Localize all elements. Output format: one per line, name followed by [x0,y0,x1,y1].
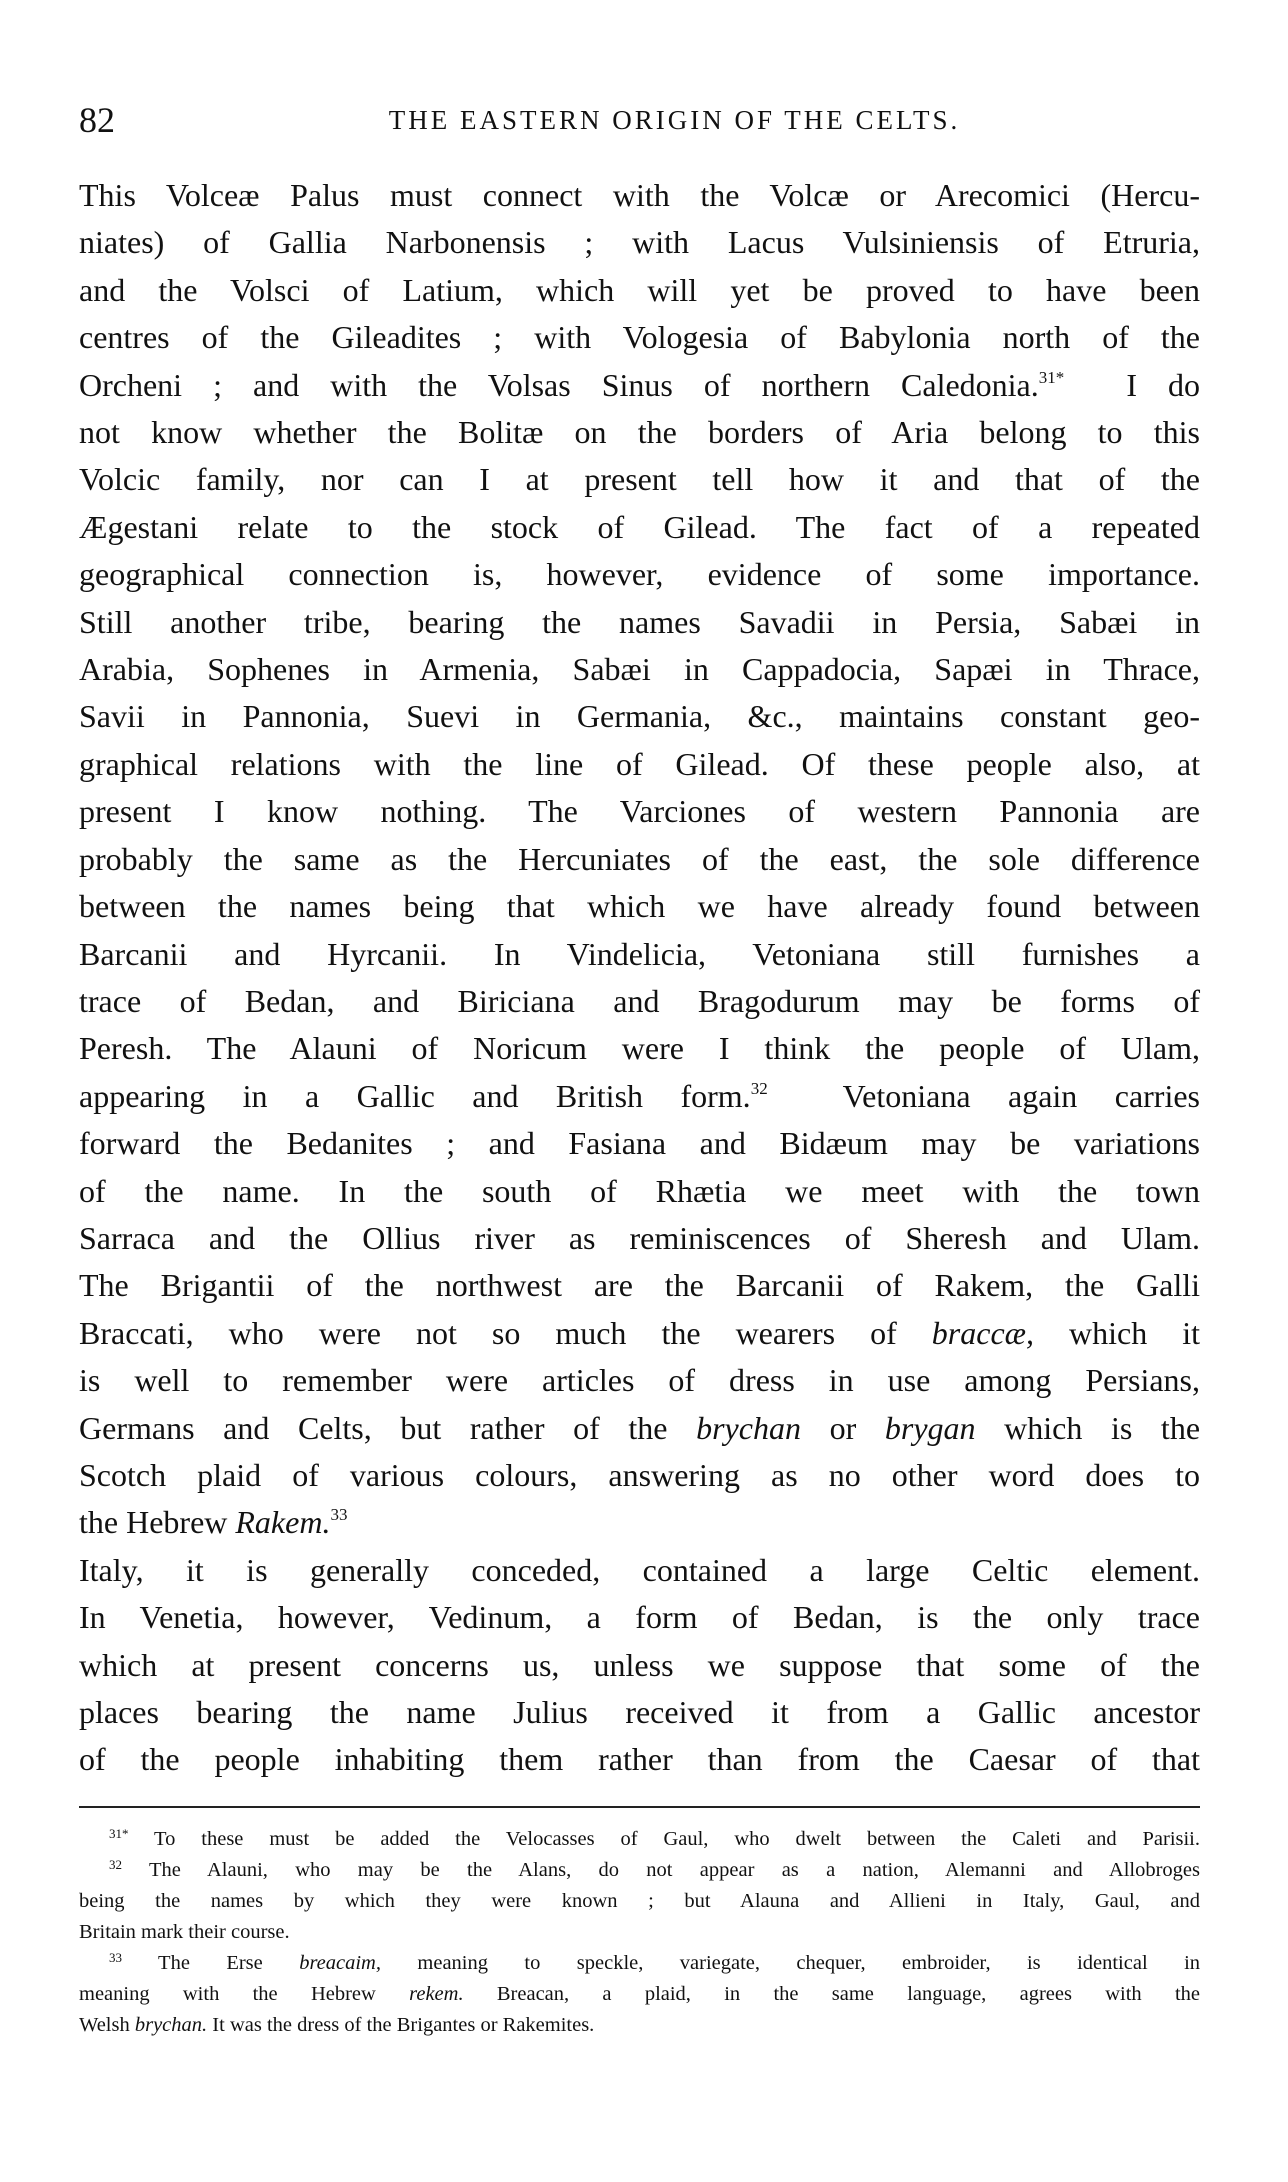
text-line: niates) of Gallia Narbonensis ; with Lacus Vulsiniensis of Etruria, [79,224,1200,261]
text-line: Arabia, Sophenes in Armenia, Sabæi in Cappadocia, Sapæi in Thrace, [79,651,1200,688]
footnote-line: meaning with the Hebrew rekem. Breacan, a plaid, in the same language, agrees with the [79,1982,1201,2005]
footnote-line: Welsh brychan. It was the dress of the Brigantes or Rakemites. [79,2013,595,2036]
italic-word: brygan [884,1409,976,1446]
page-number: 82 [79,100,115,140]
italic-word: rekem. [409,1982,464,2005]
text-line: Germans and Celts, but rather of the brychan or brygan which is the [79,1409,1201,1446]
running-title: THE EASTERN ORIGIN OF THE CELTS. [388,105,961,135]
footnote-line: being the names by which they were known ; but Alauna and Allieni in Italy, Gaul, and [79,1889,1200,1912]
italic-word: braccæ, [931,1314,1034,1351]
text-line: and the Volsci of Latium, which will yet be proved to have been [79,271,1200,308]
footnote: $^{32}$ The Alauni, who may be the Alans, do not appear as a nation, Alemanni and Allobroges [109,1856,1200,1881]
text-line: Ægestani relate to the stock of Gilead. The fact of a repeated [79,508,1200,545]
text-line: trace of Bedan, and Biriciana and Bragodurum may be forms of [79,982,1200,1019]
italic-word: breacaim, [299,1951,381,1974]
text-line: forward the Bedanites ; and Fasiana and Bidæum may be variations [79,1125,1200,1162]
footnote-mark: 33 [109,1949,122,1965]
footnote-divider [79,1806,1200,1808]
footnote-ref: 32 [750,1078,768,1098]
footnote-mark: 31* [109,1825,129,1841]
text-line: In Venetia, however, Vedinum, a form of Bedan, is the only trace [79,1599,1200,1636]
italic-word: brychan. [134,2013,208,2036]
text-line: appearing in a Gallic and British form.$^{32}$ Vetoniana again carries [79,1077,1201,1114]
text-line: is well to remember were articles of dress in use among Persians, [79,1362,1200,1399]
text-line: between the names being that which we have already found between [79,888,1200,925]
footnote-mark: 32 [109,1856,122,1872]
footnote: $^{31*}$ To these must be added the Velocasses of Gaul, who dwelt between the Caleti and Parisii. [109,1825,1201,1850]
text-line: The Brigantii of the northwest are the Barcanii of Rakem, the Galli [79,1267,1200,1304]
text-line: graphical relations with the line of Gilead. Of these people also, at [79,745,1200,782]
italic-word: brychan [696,1409,801,1446]
text-line: of the people inhabiting them rather than from the Caesar of that [79,1741,1200,1778]
text-line: probably the same as the Hercuniates of the east, the sole difference [79,840,1200,877]
footnote-line: Britain mark their course. [79,1920,290,1943]
text-line: not know whether the Bolitæ on the borders of Aria belong to this [79,414,1200,451]
footnotes [79,1824,1200,2041]
footnote-ref: 33 [330,1505,348,1525]
text-line: centres of the Gileadites ; with Vologesia of Babylonia north of the [79,319,1200,356]
text-line: of the name. In the south of Rhætia we meet with the town [79,1172,1200,1209]
text-line: Scotch plaid of various colours, answering as no other word does to [79,1456,1200,1493]
text-line: Italy, it is generally conceded, contained a large Celtic element. [79,1551,1200,1588]
text-line: This Volceæ Palus must connect with the Volcæ or Arecomici (Hercu- [79,177,1200,213]
running-head [79,100,1200,158]
body-text [79,172,1200,1784]
text-line: Still another tribe, bearing the names Savadii in Persia, Sabæi in [79,603,1200,640]
italic-word: Rakem. [235,1504,331,1541]
text-line: the Hebrew Rakem.$^{33}$ [79,1504,348,1541]
text-line: Savii in Pannonia, Suevi in Germania, &c., maintains constant geo- [79,698,1200,735]
text-line: Peresh. The Alauni of Noricum were I think the people of Ulam, [79,1030,1200,1067]
footnote: $^{33}$ The Erse breacaim, meaning to speckle, variegate, chequer, embroider, is identical in [109,1949,1201,1974]
footnote-ref: 31* [1038,367,1065,387]
text-line: present I know nothing. The Varciones of western Pannonia are [79,793,1200,830]
text-line: Braccati, who were not so much the wearers of braccæ, which it [79,1314,1201,1351]
text-line: Volcic family, nor can I at present tell how it and that of the [79,461,1200,498]
text-line: places bearing the name Julius received it from a Gallic ancestor [79,1694,1200,1730]
text-line: which at present concerns us, unless we suppose that some of the [79,1646,1200,1683]
text-line: Barcanii and Hyrcanii. In Vindelicia, Vetoniana still furnishes a [79,935,1200,972]
text-line: Sarraca and the Ollius river as reminiscences of Sheresh and Ulam. [79,1219,1200,1256]
text-line: Orcheni ; and with the Volsas Sinus of northern Caledonia.$^{31*}$ I do [79,366,1201,403]
text-line: geographical connection is, however, evidence of some importance. [79,556,1200,593]
